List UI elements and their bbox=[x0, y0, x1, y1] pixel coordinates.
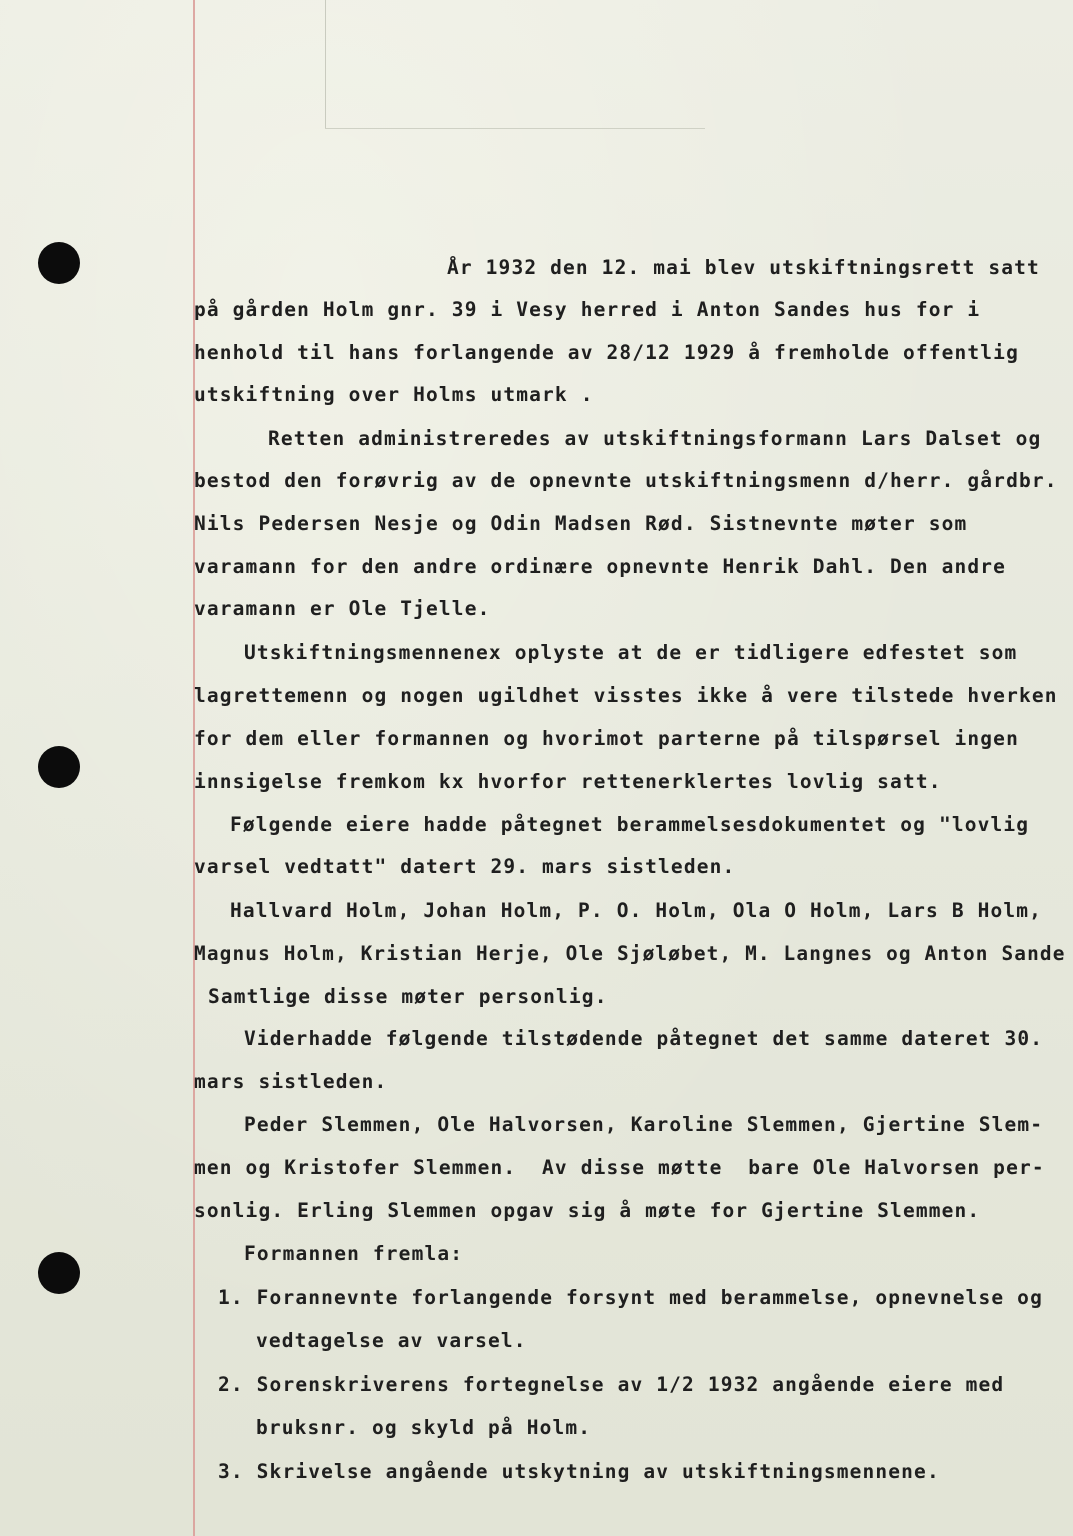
text-line-21: Peder Slemmen, Ole Halvorsen, Karoline Slemmen, Gjertine Slem- bbox=[244, 1113, 1044, 1136]
text-line-24: Formannen fremla: bbox=[244, 1242, 464, 1265]
text-line-6: bestod den forøvrig av de opnevnte utskiftningsmenn d/herr. gårdbr. bbox=[194, 469, 1058, 492]
text-line-4: utskiftning over Holms utmark . bbox=[194, 383, 594, 406]
text-line-9: varamann er Ole Tjelle. bbox=[194, 597, 491, 620]
text-line-22: men og Kristofer Slemmen. Av disse møtte bare Ole Halvorsen per- bbox=[194, 1156, 1045, 1179]
text-line-2: på gården Holm gnr. 39 i Vesy herred i Anton Sandes hus for i bbox=[194, 298, 981, 321]
text-line-8: varamann for den andre ordinære opnevnte Henrik Dahl. Den andre bbox=[194, 555, 1007, 578]
punch-hole-bottom bbox=[38, 1252, 80, 1294]
text-line-3: henhold til hans forlangende av 28/12 1929 å fremholde offentlig bbox=[194, 341, 1019, 364]
text-line-28: bruksnr. og skyld på Holm. bbox=[256, 1416, 592, 1439]
text-line-13: innsigelse fremkom kx hvorfor rettenerklertes lovlig satt. bbox=[194, 770, 942, 793]
punch-hole-middle bbox=[38, 746, 80, 788]
text-line-27: 2. Sorenskriverens fortegnelse av 1/2 1932 angående eiere med bbox=[218, 1373, 1005, 1396]
text-line-29: 3. Skrivelse angående utskytning av utskiftningsmennene. bbox=[218, 1460, 940, 1483]
faint-horizontal-mark bbox=[325, 128, 705, 129]
text-line-11: lagrettemenn og nogen ugildhet visstes ikke å vere tilstede hverken bbox=[194, 684, 1058, 707]
faint-vertical-mark bbox=[325, 0, 326, 128]
text-line-18: Samtlige disse møter personlig. bbox=[208, 985, 608, 1008]
text-line-17: Magnus Holm, Kristian Herje, Ole Sjøløbet, M. Langnes og Anton Sande bbox=[194, 942, 1066, 965]
text-line-19: Viderhadde følgende tilstødende påtegnet det samme dateret 30. bbox=[244, 1027, 1044, 1050]
text-line-16: Hallvard Holm, Johan Holm, P. O. Holm, Ola O Holm, Lars B Holm, bbox=[230, 899, 1043, 922]
text-line-1: År 1932 den 12. mai blev utskiftningsrett satt bbox=[447, 256, 1040, 279]
text-line-5: Retten administreredes av utskiftningsformann Lars Dalset og bbox=[268, 427, 1042, 450]
text-line-7: Nils Pedersen Nesje og Odin Madsen Rød. Sistnevnte møter som bbox=[194, 512, 968, 535]
text-line-15: varsel vedtatt" datert 29. mars sistleden. bbox=[194, 855, 736, 878]
text-line-10: Utskiftningsmennenex oplyste at de er tidligere edfestet som bbox=[244, 641, 1018, 664]
text-line-14: Følgende eiere hadde påtegnet berammelsesdokumentet og "lovlig bbox=[230, 813, 1030, 836]
text-line-23: sonlig. Erling Slemmen opgav sig å møte for Gjertine Slemmen. bbox=[194, 1199, 981, 1222]
punch-hole-top bbox=[38, 242, 80, 284]
text-line-26: vedtagelse av varsel. bbox=[256, 1329, 527, 1352]
text-line-20: mars sistleden. bbox=[194, 1070, 388, 1093]
text-line-12: for dem eller formannen og hvorimot parterne på tilspørsel ingen bbox=[194, 727, 1019, 750]
text-line-25: 1. Forannevnte forlangende forsynt med berammelse, opnevnelse og bbox=[218, 1286, 1043, 1309]
margin-rule bbox=[193, 0, 195, 1536]
